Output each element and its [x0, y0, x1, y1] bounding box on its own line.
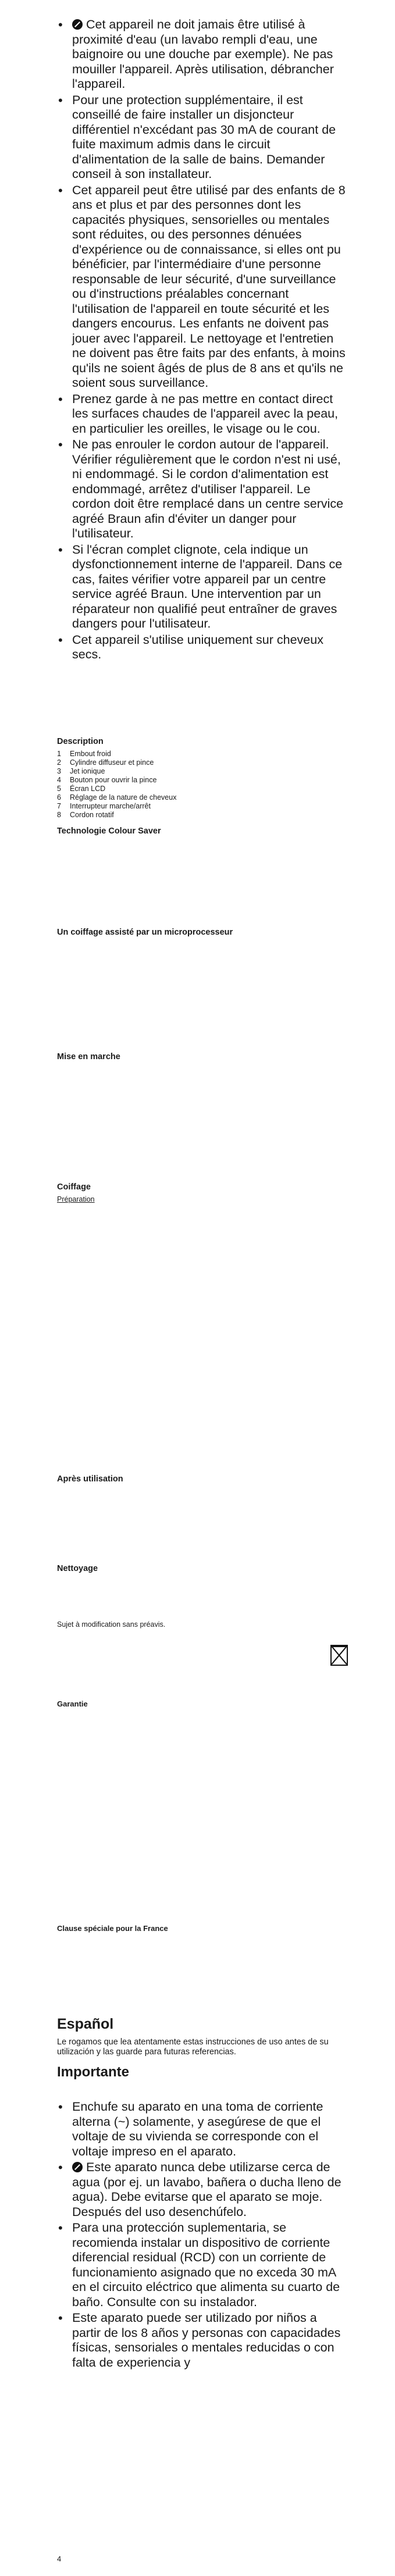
list-item: • Cet appareil peut être utilisé par des enfants de 8 ans et plus et par des personnes dont les capacités physiques, sensorielles ou mentales sont réduites, ou des personnes dénuées d'expérience ou de connaissance, si elles ont pu bénéficier, par l'intermédiaire d'une personne responsable de leur sécurité, d'une surveillance ou d'instructions préalables concernant l'utilisation de l'appareil en toute sécurité et les dangers encourus. Les enfants ne doivent pas jouer avec l'appareil. Le nettoyage et l'entretien ne doivent pas être faits par des enfants, à moins qu'ils ne soient âgés de plus de 8 ans et qu'ils ne soient sous surveillance.	[57, 183, 348, 391]
list-item: • Este aparato nunca debe utilizarse cerca de agua (por ej. un lavabo, bañera o ducha lleno de agua). Debe evitarse que el aparato se moje. Después del uso desenchúfelo.	[57, 2160, 348, 2219]
list-item: • Este aparato puede ser utilizado por niños a partir de los 8 años y personas con capacidades físicas, sensoriales o mentales reducidas o con falta de experiencia y	[57, 2311, 348, 2370]
fr-description	[57, 737, 348, 820]
list-item: • Prenez garde à ne pas mettre en contact direct les surfaces chaudes de l'appareil avec la peau, en particulier les oreilles, le visage ou le cou.	[57, 392, 348, 437]
fr-safety-list	[57, 17, 348, 664]
fr-environment	[57, 1644, 348, 1679]
fr-france-clause	[57, 1924, 348, 1935]
es-safety-list	[57, 2100, 348, 2371]
parts-list	[57, 750, 348, 820]
list-item: 7 Interrupteur marche/arrêt	[57, 802, 151, 810]
list-item: • Cet appareil s'utilise uniquement sur cheveux secs.	[57, 633, 348, 662]
section-heading: Coiffage	[57, 1182, 91, 1192]
list-item: 3 Jet ionique	[57, 767, 105, 775]
section-heading: Garantie	[57, 1699, 88, 1708]
section-heading: Clause spéciale pour la France	[57, 1924, 168, 1933]
fr-after-use	[57, 1475, 348, 1487]
list-item: • Si l'écran complet clignote, cela indique un dysfonctionnement interne de l'appareil. Dans ce cas, faites vérifier votre appareil par un centre service agréé Braun. Une intervention par un réparateur non qualifié peut entraîner de graves dangers pour l'utilisateur.	[57, 543, 348, 632]
list-item: • Pour une protection supplémentaire, il est conseillé de faire installer un disjoncteur différentiel n'excédant pas 30 mA de courant de fuite maximum admis dans le circuit d'alimentation de la salle de bains. Demander conseil à son installateur.	[57, 93, 348, 182]
fr-cleaning	[57, 1565, 348, 1577]
fr-styling	[57, 1183, 348, 1207]
language-heading: Español	[57, 2016, 114, 2032]
fr-start	[57, 1053, 348, 1065]
list-item: • Ne pas enrouler le cordon autour de l'appareil. Vérifier régulièrement que le cordon n'est ni usé, ni endommagé. Si le cordon d'alimentation est endommagé, arrêtez d'utiliser l'appareil. Le cordon doit être remplacé dans un centre service agréé Braun afin d'éviter un danger pour l'utilisateur.	[57, 437, 348, 541]
list-item: 8 Cordon rotatif	[57, 811, 114, 819]
list-item: 2 Cylindre diffuseur et pince	[57, 758, 154, 767]
page-number: 4	[57, 2554, 62, 2563]
list-item: • Cet appareil ne doit jamais être utilisé à proximité d'eau (un lavabo rempli d'eau, une baignoire ou une douche par exemple). Ne pas mouiller l'appareil. Après utilisation, débrancher l'appareil.	[57, 17, 348, 92]
fr-microprocessor	[57, 928, 348, 940]
section-heading: Mise en marche	[57, 1052, 120, 1061]
no-water-icon	[72, 2162, 83, 2172]
section-heading: Nettoyage	[57, 1564, 98, 1573]
section-heading: Un coiffage assisté par un microprocesseur	[57, 928, 233, 937]
es-intro: Le rogamos que lea atentamente estas instrucciones de uso antes de su utilización y las guarde para futuras referencias.	[57, 2037, 329, 2057]
es-section	[57, 2016, 348, 2083]
section-heading: Technologie Colour Saver	[57, 826, 161, 836]
section-heading: Importante	[57, 2064, 130, 2080]
no-water-icon	[72, 19, 83, 30]
sub-heading: Préparation	[57, 1195, 95, 1203]
list-item: 6 Réglage de la nature de cheveux	[57, 793, 177, 801]
section-heading: Après utilisation	[57, 1474, 123, 1484]
section-heading: Description	[57, 737, 104, 746]
list-item: • Para una protección suplementaria, se recomienda instalar un dispositivo de corriente diferencial residual (RCD) con un corriente de funcionamiento asignado que no exceda 30 mA en el circuito eléctrico que alimenta su cuarto de baño. Consulte con su instalador.	[57, 2221, 348, 2310]
list-item: 1 Embout froid	[57, 750, 111, 758]
list-item: 4 Bouton pour ouvrir la pince	[57, 776, 157, 784]
crossed-bin-icon	[330, 1645, 348, 1666]
list-item: 5 Écran LCD	[57, 785, 106, 793]
fr-subject-to-change: Sujet à modification sans préavis.	[57, 1620, 166, 1629]
fr-colour-saver	[57, 827, 348, 839]
fr-guarantee	[57, 1699, 348, 1711]
list-item: • Enchufe su aparato en una toma de corriente alterna (~) solamente, y asegúrese de que el voltaje de su vivienda se corresponde con el voltaje impreso en el aparato.	[57, 2100, 348, 2159]
